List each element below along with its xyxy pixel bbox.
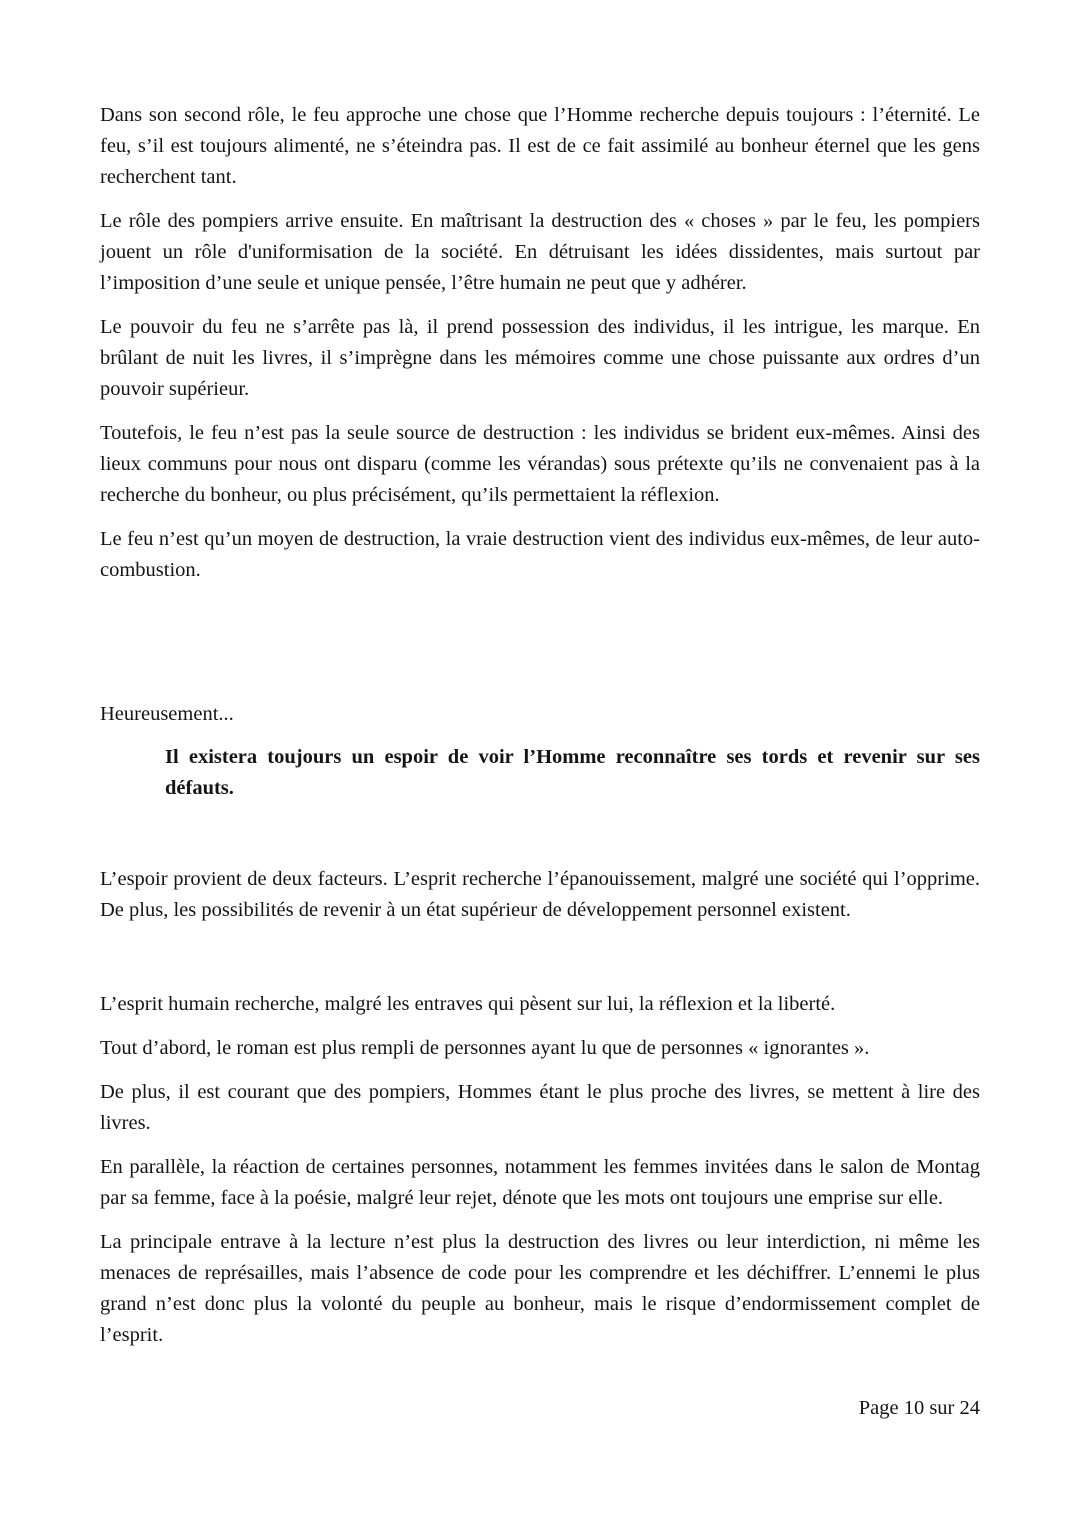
paragraph-novel-readers: Tout d’abord, le roman est plus rempli de personnes ayant lu que de personnes « ignorantes ». — [100, 1037, 870, 1059]
paragraph-hope-factors: L’espoir provient de deux facteurs. L’esprit recherche l’épanouissement, malgré une société qui l’opprime. De plus, les possibilités de revenir à un état supérieur de développement personnel existent. — [100, 868, 980, 921]
interlude-heureusement: Heureusement... — [100, 703, 234, 725]
paragraph-fire-power: Le pouvoir du feu ne s’arrête pas là, il prend possession des individus, il les intrigue, les marque. En brûlant de nuit les livres, il s’imprègne dans les mémoires comme une chose puissante aux ordres d’un pouvoir supérieur. — [100, 316, 980, 400]
paragraph-human-spirit: L’esprit humain recherche, malgré les entraves qui pèsent sur lui, la réflexion et la liberté. — [100, 993, 836, 1015]
paragraph-main-obstacle: La principale entrave à la lecture n’est plus la destruction des livres ou leur interdiction, ni même les menaces de représailles, mais l’absence de code pour les comprendre et les déchiffrer. L’ennemi le plus grand n’est donc plus la volonté du peuple au bonheur, mais le risque d’endormissement complet de l’esprit. — [100, 1231, 980, 1346]
paragraph-fire-eternity: Dans son second rôle, le feu approche une chose que l’Homme recherche depuis toujours : l’éternité. Le feu, s’il est toujours alimenté, ne s’éteindra pas. Il est de ce fait assimilé au bonheur éternel que les gens recherchent tant. — [100, 104, 980, 188]
page-number: Page 10 sur 24 — [858, 1397, 980, 1419]
document-body — [100, 100, 980, 1364]
paragraph-self-restriction: Toutefois, le feu n’est pas la seule source de destruction : les individus se brident eux-mêmes. Ainsi des lieux communs pour nous ont disparu (comme les vérandas) sous prétexte qu’ils ne convenaient pas à la recherche du bonheur, ou plus précisément, qu’ils permettaient la réflexion. — [100, 422, 980, 506]
paragraph-firemen-read: De plus, il est courant que des pompiers, Hommes étant le plus proche des livres, se mettent à lire des livres. — [100, 1081, 980, 1134]
paragraph-auto-combustion: Le feu n’est qu’un moyen de destruction, la vraie destruction vient des individus eux-mêmes, de leur auto-combustion. — [100, 528, 980, 581]
paragraph-women-poetry: En parallèle, la réaction de certaines personnes, notamment les femmes invitées dans le salon de Montag par sa femme, face à la poésie, malgré leur rejet, dénote que les mots ont toujours une emprise sur elle. — [100, 1156, 980, 1209]
bold-quote-heading: Il existera toujours un espoir de voir l’Homme reconnaître ses tords et revenir sur ses défauts. — [165, 746, 980, 799]
paragraph-firemen-role: Le rôle des pompiers arrive ensuite. En maîtrisant la destruction des « choses » par le feu, les pompiers jouent un rôle d'uniformisation de la société. En détruisant les idées dissidentes, mais surtout par l’imposition d’une seule et unique pensée, l’être humain ne peut que y adhérer. — [100, 210, 980, 294]
